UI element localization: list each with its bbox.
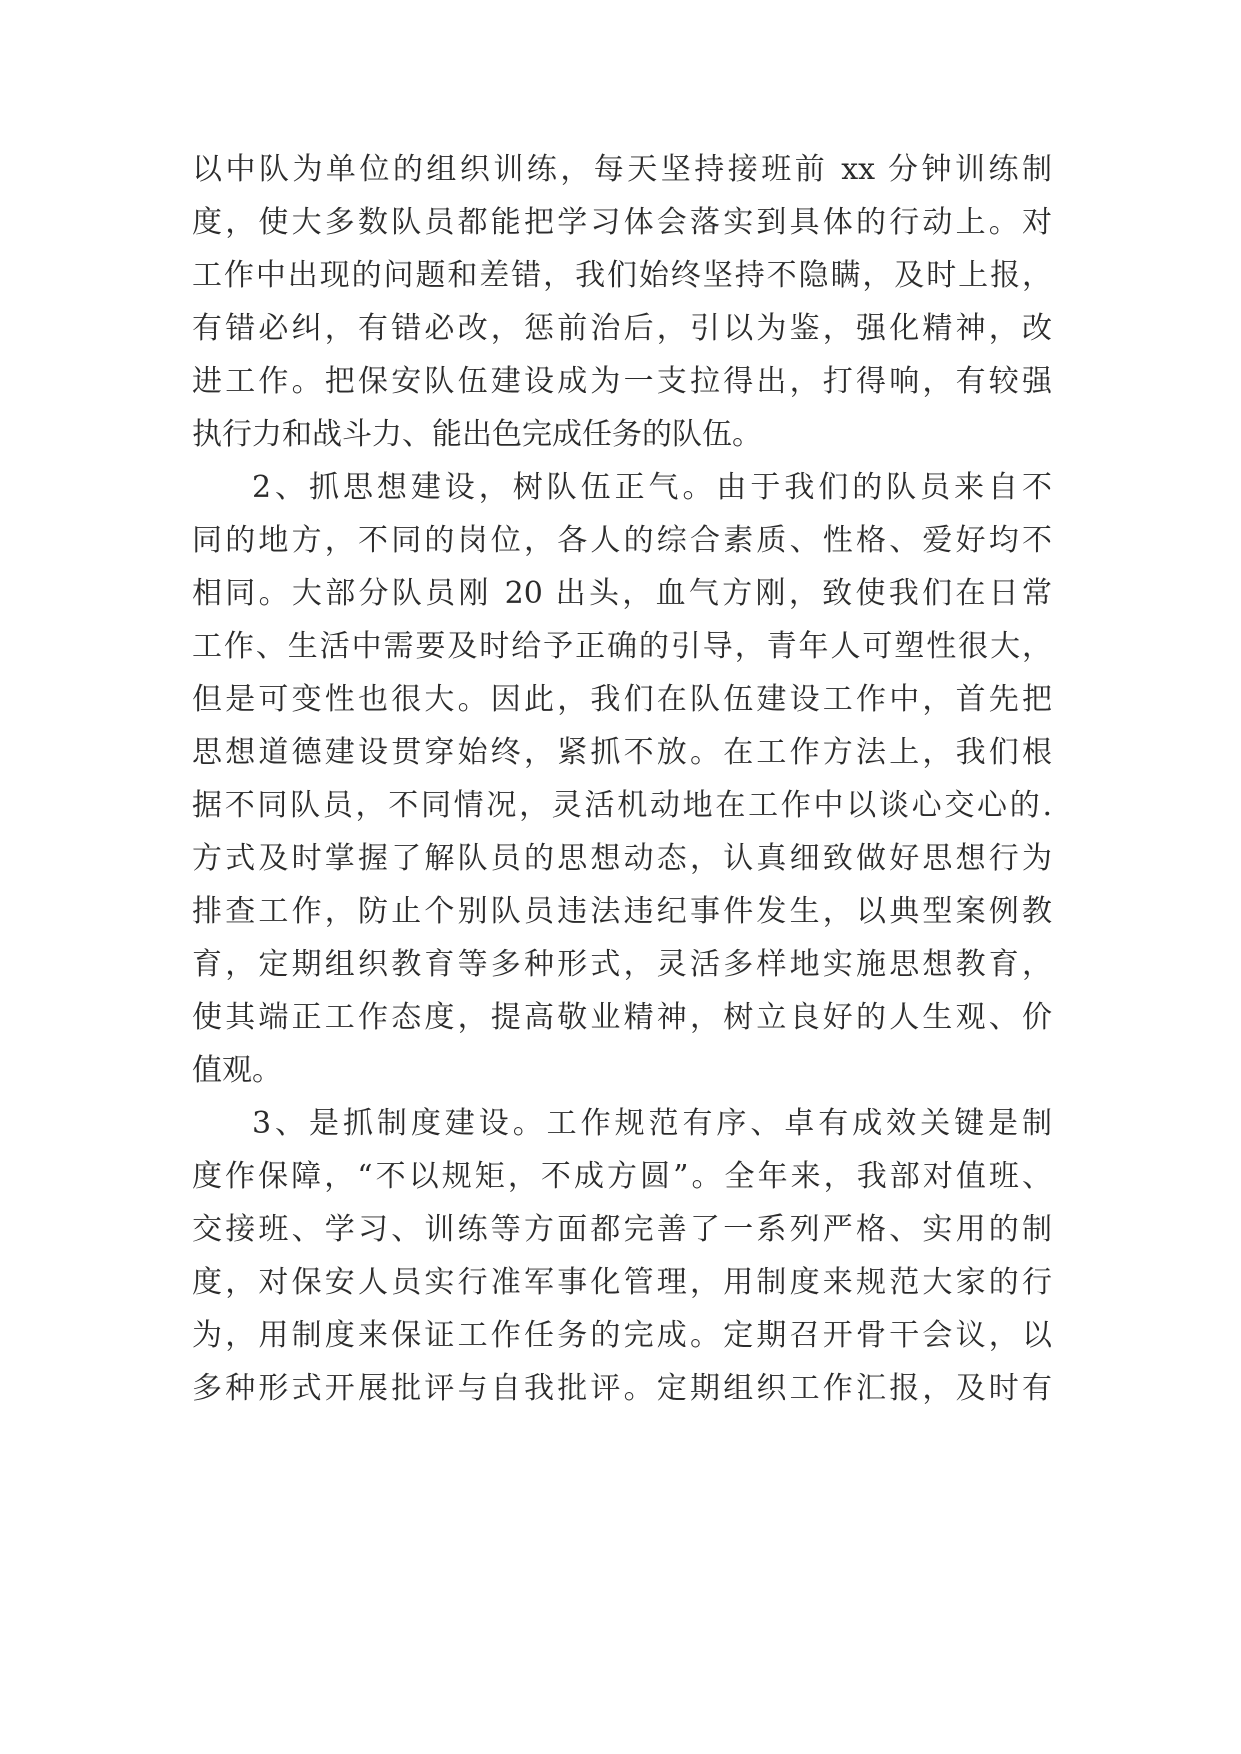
paragraph-2-first-line: 2、抓思想建设，树队伍正气。由于我们的队员来自不 <box>252 470 1052 505</box>
text-line: 但是可变性也很大。因此，我们在队伍建设工作中，首先把 <box>192 682 1052 717</box>
text-line: 育，定期组织教育等多种形式，灵活多样地实施思想教育， <box>192 947 1052 982</box>
text-line: 使其端正工作态度，提高敬业精神，树立良好的人生观、价 <box>192 1000 1052 1035</box>
text-line: 思想道德建设贯穿始终，紧抓不放。在工作方法上，我们根 <box>192 735 1052 770</box>
text-line: 进工作。把保安队伍建设成为一支拉得出，打得响，有较强 <box>192 364 1052 399</box>
text-line: 同的地方，不同的岗位，各人的综合素质、性格、爱好均不 <box>192 523 1052 558</box>
text-line: 方式及时掌握了解队员的思想动态，认真细致做好思想行为 <box>192 841 1052 876</box>
paragraph-3-first-line: 3、是抓制度建设。工作规范有序、卓有成效关键是制 <box>252 1106 1052 1141</box>
text-line: 据不同队员，不同情况，灵活机动地在工作中以谈心交心的. <box>192 788 1052 823</box>
text-line: 多种形式开展批评与自我批评。定期组织工作汇报，及时有 <box>192 1371 1052 1406</box>
text-line: 执行力和战斗力、能出色完成任务的队伍。 <box>192 417 762 452</box>
text-line: 度，对保安人员实行准军事化管理，用制度来规范大家的行 <box>192 1265 1052 1300</box>
text-line: 交接班、学习、训练等方面都完善了一系列严格、实用的制 <box>192 1212 1052 1247</box>
text-line: 为，用制度来保证工作任务的完成。定期召开骨干会议，以 <box>192 1318 1052 1353</box>
text-line: 相同。大部分队员刚 20 出头，血气方刚，致使我们在日常 <box>192 576 1052 611</box>
text-line: 有错必纠，有错必改，惩前治后，引以为鉴，强化精神，改 <box>192 311 1052 346</box>
text-line: 排查工作，防止个别队员违法违纪事件发生，以典型案例教 <box>192 894 1052 929</box>
text-line: 工作中出现的问题和差错，我们始终坚持不隐瞒，及时上报， <box>192 258 1052 293</box>
text-line: 度，使大多数队员都能把学习体会落实到具体的行动上。对 <box>192 205 1052 240</box>
text-line: 度作保障，“不以规矩，不成方圆”。全年来，我部对值班、 <box>192 1159 1052 1194</box>
text-line: 值观。 <box>192 1053 282 1088</box>
text-line: 工作、生活中需要及时给予正确的引导，青年人可塑性很大， <box>192 629 1052 664</box>
text-line: 以中队为单位的组织训练，每天坚持接班前 xx 分钟训练制 <box>192 152 1052 187</box>
